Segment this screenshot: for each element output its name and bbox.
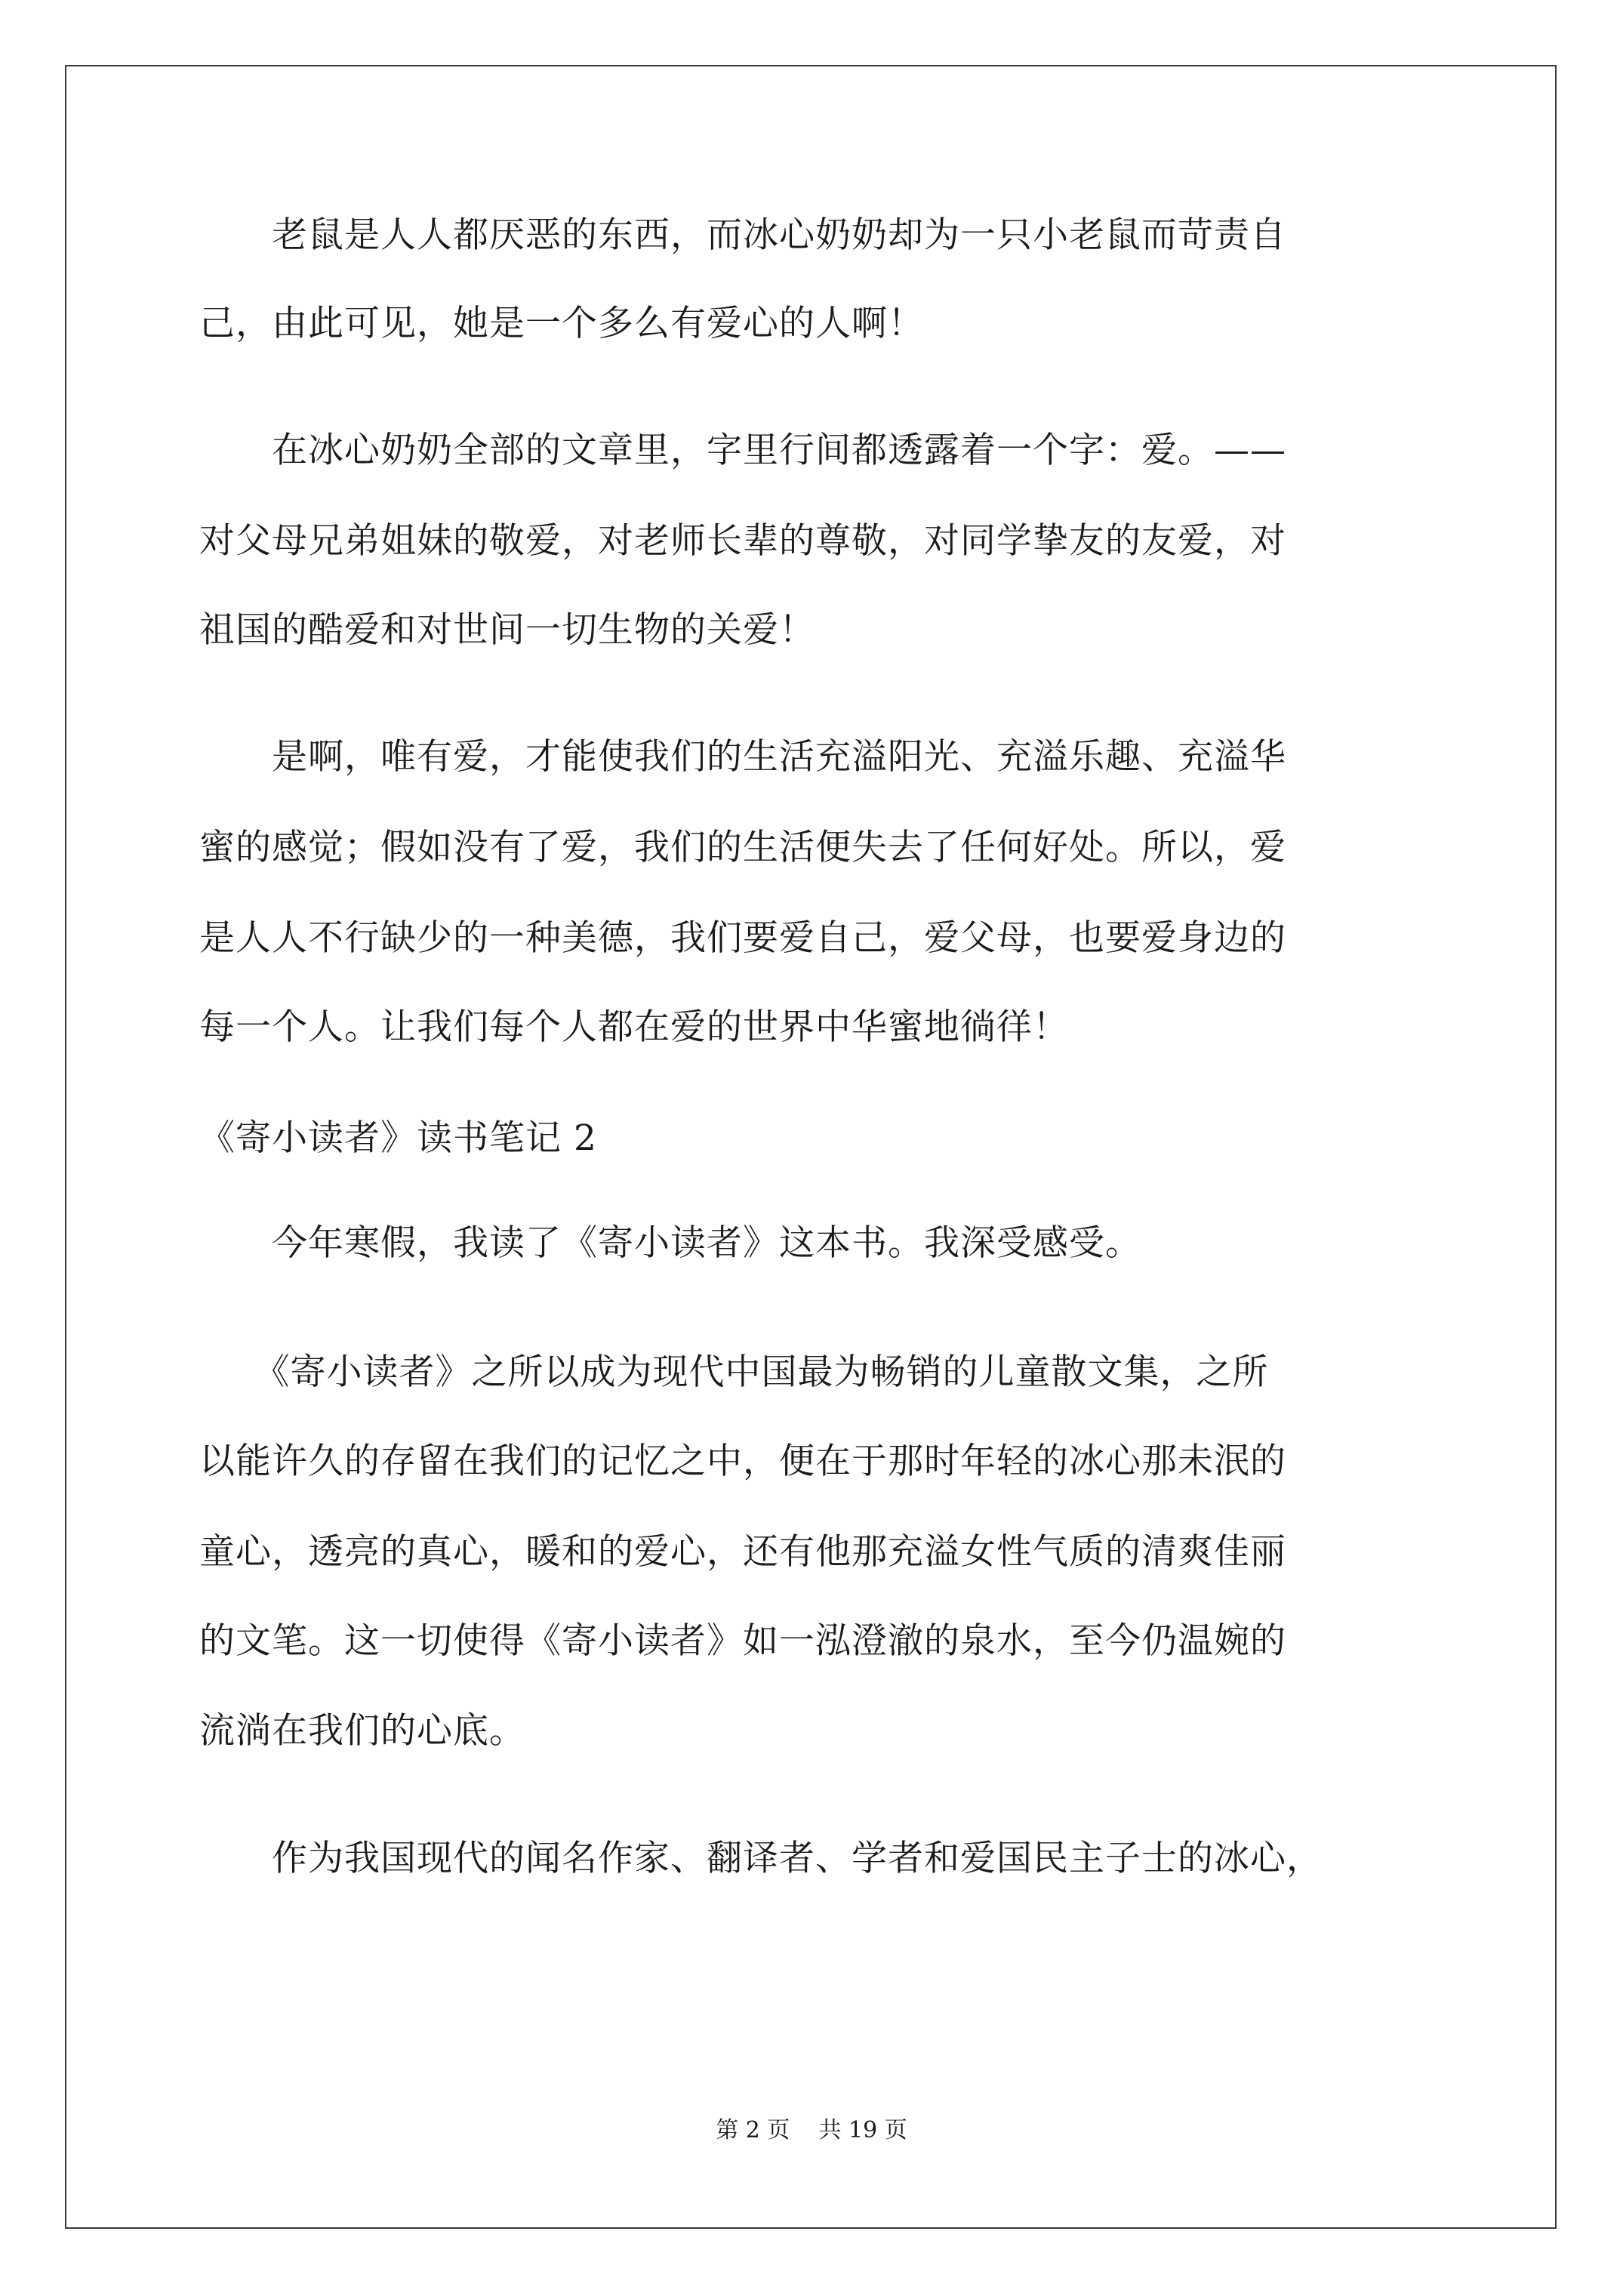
paragraph-line: 流淌在我们的心底。 [199, 1710, 525, 1752]
paragraph-line: 蜜的感觉；假如没有了爱，我们的生活便失去了任何好处。所以，爱 [199, 827, 1286, 868]
paragraph-line: 以能许久的存留在我们的记忆之中，便在于那时年轻的冰心那未泯的 [199, 1441, 1286, 1482]
paragraph-line: 是啊，唯有爱，才能使我们的生活充溢阳光、充溢乐趣、充溢华 [199, 736, 1286, 778]
page-number-footer: 第 2 页 共 19 页 [716, 2117, 907, 2143]
paragraph-line: 己，由此可见，她是一个多么有爱心的人啊！ [199, 303, 924, 344]
paragraph-line: 的文笔。这一切使得《寄小读者》如一泓澄澈的泉水，至今仍温婉的 [199, 1620, 1286, 1662]
paragraph-line: 对父母兄弟姐妹的敬爱，对老师长辈的尊敬，对同学挚友的友爱，对 [199, 520, 1286, 562]
section-heading: 《寄小读者》读书笔记 2 [199, 1117, 597, 1159]
paragraph-line: 《寄小读者》之所以成为现代中国最为畅销的儿童散文集，之所 [199, 1351, 1269, 1393]
paragraph-line: 老鼠是人人都厌恶的东西，而冰心奶奶却为一只小老鼠而苛责自 [199, 214, 1286, 256]
paragraph-line: 祖国的酷爱和对世间一切生物的关爱！ [199, 609, 815, 651]
paragraph-line: 今年寒假，我读了《寄小读者》这本书。我深受感受。 [199, 1222, 1141, 1264]
paragraph-line: 童心，透亮的真心，暖和的爱心，还有他那充溢女性气质的清爽佳丽 [199, 1531, 1286, 1573]
paragraph-line: 在冰心奶奶全部的文章里，字里行间都透露着一个字：爱。—— [199, 430, 1286, 471]
paragraph-line: 作为我国现代的闻名作家、翻译者、学者和爱国民主子士的冰心， [199, 1838, 1323, 1879]
paragraph-line: 是人人不行缺少的一种美德，我们要爱自己，爱父母，也要爱身边的 [199, 917, 1286, 959]
paragraph-line: 每一个人。让我们每个人都在爱的世界中华蜜地徜徉！ [199, 1006, 1069, 1048]
